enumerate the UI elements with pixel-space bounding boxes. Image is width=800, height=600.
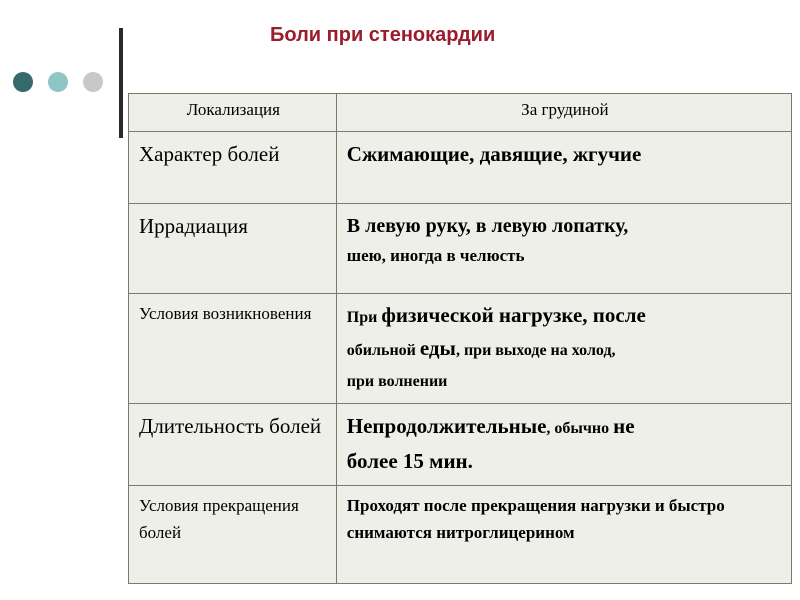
row-label-pain-character: Характер болей [129,132,337,204]
onset-text-1: При [346,309,382,326]
row-value-duration [336,404,791,486]
duration-text-1: Непродолжительные [346,414,547,438]
decorative-dot-dark [13,72,33,92]
decorative-dot-teal [48,72,68,92]
table-header-row [129,94,792,132]
slide-title: Боли при стенокардии [270,24,496,46]
decorative-dot-gray [83,72,103,92]
table-row-relief-conditions [129,486,792,584]
table-row-duration [129,404,792,486]
decorative-vertical-bar [119,28,123,138]
duration-text-3: не [613,414,635,438]
row-label-onset-conditions: Условия возникновения [129,294,337,404]
row-label-irradiation: Иррадиация [129,204,337,294]
duration-text-2: , обычно [546,420,614,437]
row-value-onset-conditions [336,294,791,404]
row-label-relief-conditions: Условия прекращения болей [129,486,337,584]
onset-text-4: еды [419,336,456,360]
table-row-onset-conditions [129,294,792,404]
onset-text-6: при волнении [346,373,448,390]
row-label-duration: Длительность болей [129,404,337,486]
onset-text-3: обильной [346,342,420,359]
row-value-irradiation [336,204,791,294]
table-row-irradiation [129,204,792,294]
irradiation-line-1: В левую руку, в левую лопатку, [346,215,629,237]
row-value-relief-conditions: Проходят после прекращения нагрузки и быстро снимаются нитроглицерином [336,486,791,584]
table-row-pain-character [129,132,792,204]
header-cell-localization: Локализация [129,94,337,132]
irradiation-line-2: шею, иногда в челюсть [346,246,525,265]
onset-text-2: физической нагрузке, после [381,303,646,327]
row-value-pain-character: Сжимающие, давящие, жгучие [336,132,791,204]
header-cell-behind-sternum: За грудиной [336,94,791,132]
duration-text-4: более 15 мин. [346,449,473,473]
onset-text-5: , при выходе на холод, [455,342,616,359]
angina-pain-table [128,93,792,584]
